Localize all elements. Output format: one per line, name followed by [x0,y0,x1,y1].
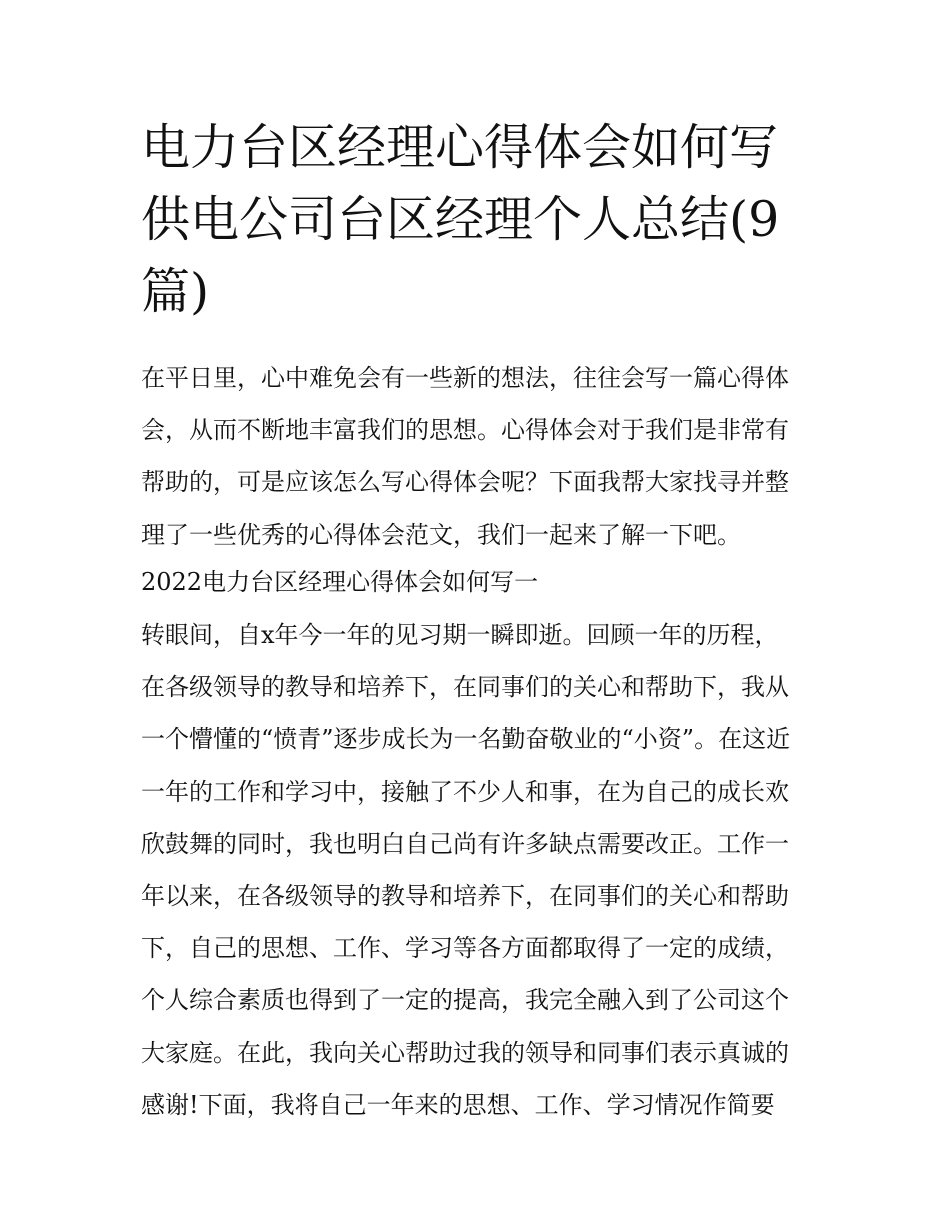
content-line: 一个懵懂的“愤青”逐步成长为一名勤奋敬业的“小资”。在这近 [141,725,791,754]
title-line: 篇) [141,263,210,320]
document-title [141,112,821,328]
content-paragraph [141,609,821,1131]
content-line: 一年的工作和学习中，接触了不少人和事，在为自己的成长欢 [141,777,789,806]
section-heading: 2022电力台区经理心得体会如何写一 [141,568,539,596]
content-line: 欣鼓舞的同时，我也明白自己尚有许多缺点需要改正。工作一 [141,829,789,858]
content-line: 下，自己的思想、工作、学习等各方面都取得了一定的成绩， [141,934,789,963]
intro-paragraph [141,352,821,561]
intro-line: 帮助的，可是应该怎么写心得体会呢？下面我帮大家找寻并整 [141,468,789,497]
title-line: 电力台区经理心得体会如何写 [141,119,779,176]
intro-line: 会，从而不断地丰富我们的思想。心得体会对于我们是非常有 [141,416,789,445]
content-line: 年以来，在各级领导的教导和培养下，在同事们的关心和帮助 [141,882,789,911]
content-line: 大家庭。在此，我向关心帮助过我的领导和同事们表示真诚的 [141,1038,789,1067]
content-line: 感谢!下面，我将自己一年来的思想、工作、学习情况作简要 [141,1090,775,1119]
content-line: 转眼间，自x年今一年的见习期一瞬即逝。回顾一年的历程， [141,621,779,649]
intro-line: 在平日里，心中难免会有一些新的想法，往往会写一篇心得体 [141,364,789,392]
content-line: 在各级领导的教导和培养下，在同事们的关心和帮助下，我从 [141,673,789,702]
intro-line: 理了一些优秀的心得体会范文，我们一起来了解一下吧。 [141,520,741,549]
title-line: 供电公司台区经理个人总结(9 [141,191,780,248]
content-line: 个人综合素质也得到了一定的提高，我完全融入到了公司这个 [141,986,789,1015]
